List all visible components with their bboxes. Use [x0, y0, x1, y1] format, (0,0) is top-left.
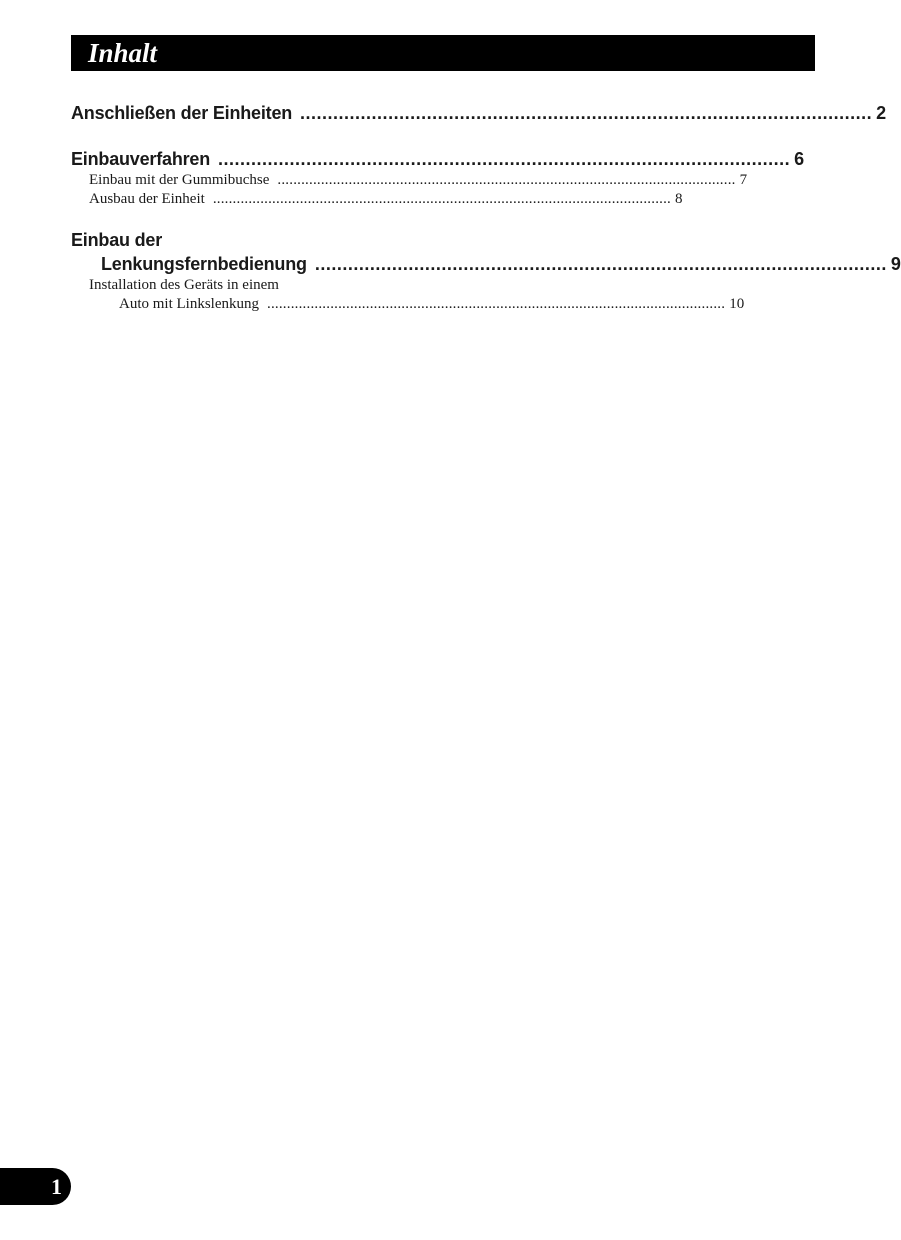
header-bar — [71, 35, 815, 71]
toc-entry-label: Einbauverfahren — [71, 149, 211, 169]
dot-leader: .................................................................................................................... — [212, 191, 672, 207]
page-title: Inhalt — [88, 38, 158, 68]
toc-subentry-page: 8 — [675, 191, 683, 207]
toc-subentry-label-line2: Auto mit Linkslenkung — [119, 296, 259, 312]
toc-entry-page: 2 — [876, 103, 886, 123]
toc-subentry-page: 10 — [729, 296, 745, 312]
toc-subentry-label: Ausbau der Einheit — [89, 191, 205, 207]
dot-leader: ........................................................................................................ — [218, 149, 791, 169]
toc-entry-label-line2: Lenkungsfernbedienung — [101, 254, 307, 274]
dot-leader: .................................................................................................................... — [267, 296, 726, 312]
dot-leader: ........................................................................................................ — [300, 103, 873, 123]
toc-entry-label: Anschließen der Einheiten — [71, 103, 293, 123]
page-number: 1 — [51, 1174, 62, 1199]
toc-subentry-linkslenkung[interactable] — [71, 276, 745, 314]
toc-entry-anschliessen[interactable] — [71, 101, 886, 125]
table-of-contents — [71, 101, 901, 314]
page-number-badge — [0, 1168, 71, 1205]
toc-subentry-label: Einbau mit der Gummibuchse — [89, 172, 270, 188]
toc-subentry-gummibuchse[interactable] — [71, 171, 748, 190]
toc-subentry-label-line1: Installation des Geräts in einem — [89, 277, 279, 293]
toc-entry-label-line1: Einbau der — [71, 230, 163, 250]
toc-entry-page: 9 — [890, 254, 901, 274]
toc-entry-lenkungsfernbedienung[interactable] — [71, 228, 901, 276]
toc-entry-page: 6 — [794, 149, 804, 169]
dot-leader: ........................................................................................................ — [314, 254, 887, 274]
toc-entry-row — [71, 252, 901, 276]
toc-subentry-row — [71, 295, 745, 314]
toc-entry-einbauverfahren[interactable] — [71, 147, 804, 171]
dot-leader: .................................................................................................................... — [277, 172, 736, 188]
toc-subentry-page: 7 — [739, 172, 748, 188]
toc-subentry-ausbau[interactable] — [71, 190, 683, 209]
